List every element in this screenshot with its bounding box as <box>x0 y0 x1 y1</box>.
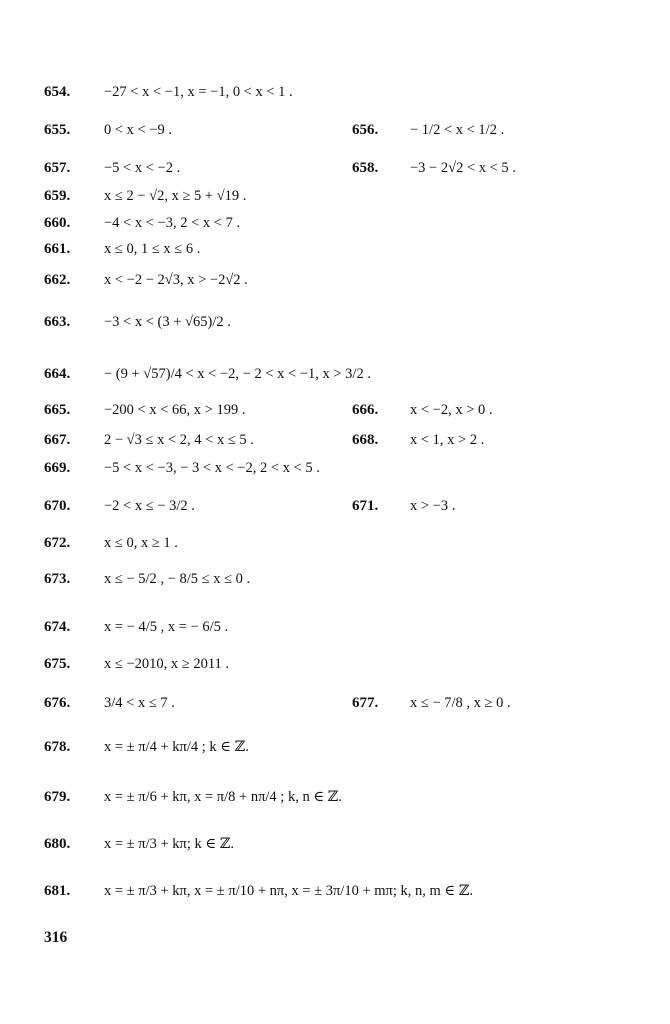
answer-text: −3 < x < (3 + √65)/2 . <box>104 314 231 330</box>
answer-number: 668. <box>352 432 379 448</box>
answer-number: 677. <box>352 695 379 711</box>
answer-text: −200 < x < 66, x > 199 . <box>104 402 246 418</box>
answer-number: 672. <box>44 535 71 551</box>
answer-number: 670. <box>44 498 71 514</box>
answer-text: x ≤ − 5/2 , − 8/5 ≤ x ≤ 0 . <box>104 571 251 587</box>
answer-number: 656. <box>352 122 379 138</box>
answer-text: 3/4 < x ≤ 7 . <box>104 695 175 711</box>
answer-text: 2 − √3 ≤ x < 2, 4 < x ≤ 5 . <box>104 432 254 448</box>
answer-text: −2 < x ≤ − 3/2 . <box>104 498 195 514</box>
answer-number: 666. <box>352 402 379 418</box>
answer-number: 664. <box>44 366 71 382</box>
answer-text: −5 < x < −3, − 3 < x < −2, 2 < x < 5 . <box>104 460 320 476</box>
answer-number: 665. <box>44 402 71 418</box>
answer-number: 681. <box>44 883 71 899</box>
answer-text: −27 < x < −1, x = −1, 0 < x < 1 . <box>104 84 293 100</box>
answer-number: 661. <box>44 241 71 257</box>
answer-number: 671. <box>352 498 379 514</box>
answer-number: 674. <box>44 619 71 635</box>
answer-text: −5 < x < −2 . <box>104 160 181 176</box>
answer-number: 658. <box>352 160 379 176</box>
answer-text: x = ± π/3 + kπ; k ∈ ℤ. <box>104 836 234 852</box>
answer-text: x > −3 . <box>410 498 456 514</box>
answer-text: x ≤ 0, x ≥ 1 . <box>104 535 178 551</box>
answer-text: − 1/2 < x < 1/2 . <box>410 122 505 138</box>
answer-text: −4 < x < −3, 2 < x < 7 . <box>104 215 241 231</box>
answer-number: 669. <box>44 460 71 476</box>
answer-text: 0 < x < −9 . <box>104 122 173 138</box>
answer-number: 660. <box>44 215 71 231</box>
page-number: 316 <box>44 929 68 946</box>
answer-text: −3 − 2√2 < x < 5 . <box>410 160 516 176</box>
answer-number: 655. <box>44 122 71 138</box>
answer-text: x < 1, x > 2 . <box>410 432 485 448</box>
answer-text: x < −2, x > 0 . <box>410 402 493 418</box>
answer-number: 680. <box>44 836 71 852</box>
answer-text: x = − 4/5 , x = − 6/5 . <box>104 619 229 635</box>
answer-text: x = ± π/6 + kπ, x = π/8 + nπ/4 ; k, n ∈ ℤ. <box>104 789 342 805</box>
answer-number: 673. <box>44 571 71 587</box>
answer-number: 662. <box>44 272 71 288</box>
answer-number: 675. <box>44 656 71 672</box>
answer-number: 663. <box>44 314 71 330</box>
answer-number: 657. <box>44 160 71 176</box>
answer-number: 679. <box>44 789 71 805</box>
answer-text: x = ± π/3 + kπ, x = ± π/10 + nπ, x = ± 3π/10 + mπ; k, n, m ∈ ℤ. <box>104 883 473 899</box>
answer-text: x ≤ − 7/8 , x ≥ 0 . <box>410 695 511 711</box>
answer-text: x ≤ 2 − √2, x ≥ 5 + √19 . <box>104 188 247 204</box>
answer-number: 667. <box>44 432 71 448</box>
answer-text: x ≤ −2010, x ≥ 2011 . <box>104 656 230 672</box>
answer-number: 678. <box>44 739 71 755</box>
answer-text: x = ± π/4 + kπ/4 ; k ∈ ℤ. <box>104 739 249 755</box>
answer-text: − (9 + √57)/4 < x < −2, − 2 < x < −1, x > 3/2 . <box>104 366 371 382</box>
answer-number: 659. <box>44 188 71 204</box>
answer-text: x < −2 − 2√3, x > −2√2 . <box>104 272 248 288</box>
answer-number: 654. <box>44 84 71 100</box>
answer-number: 676. <box>44 695 71 711</box>
answer-text: x ≤ 0, 1 ≤ x ≤ 6 . <box>104 241 201 257</box>
